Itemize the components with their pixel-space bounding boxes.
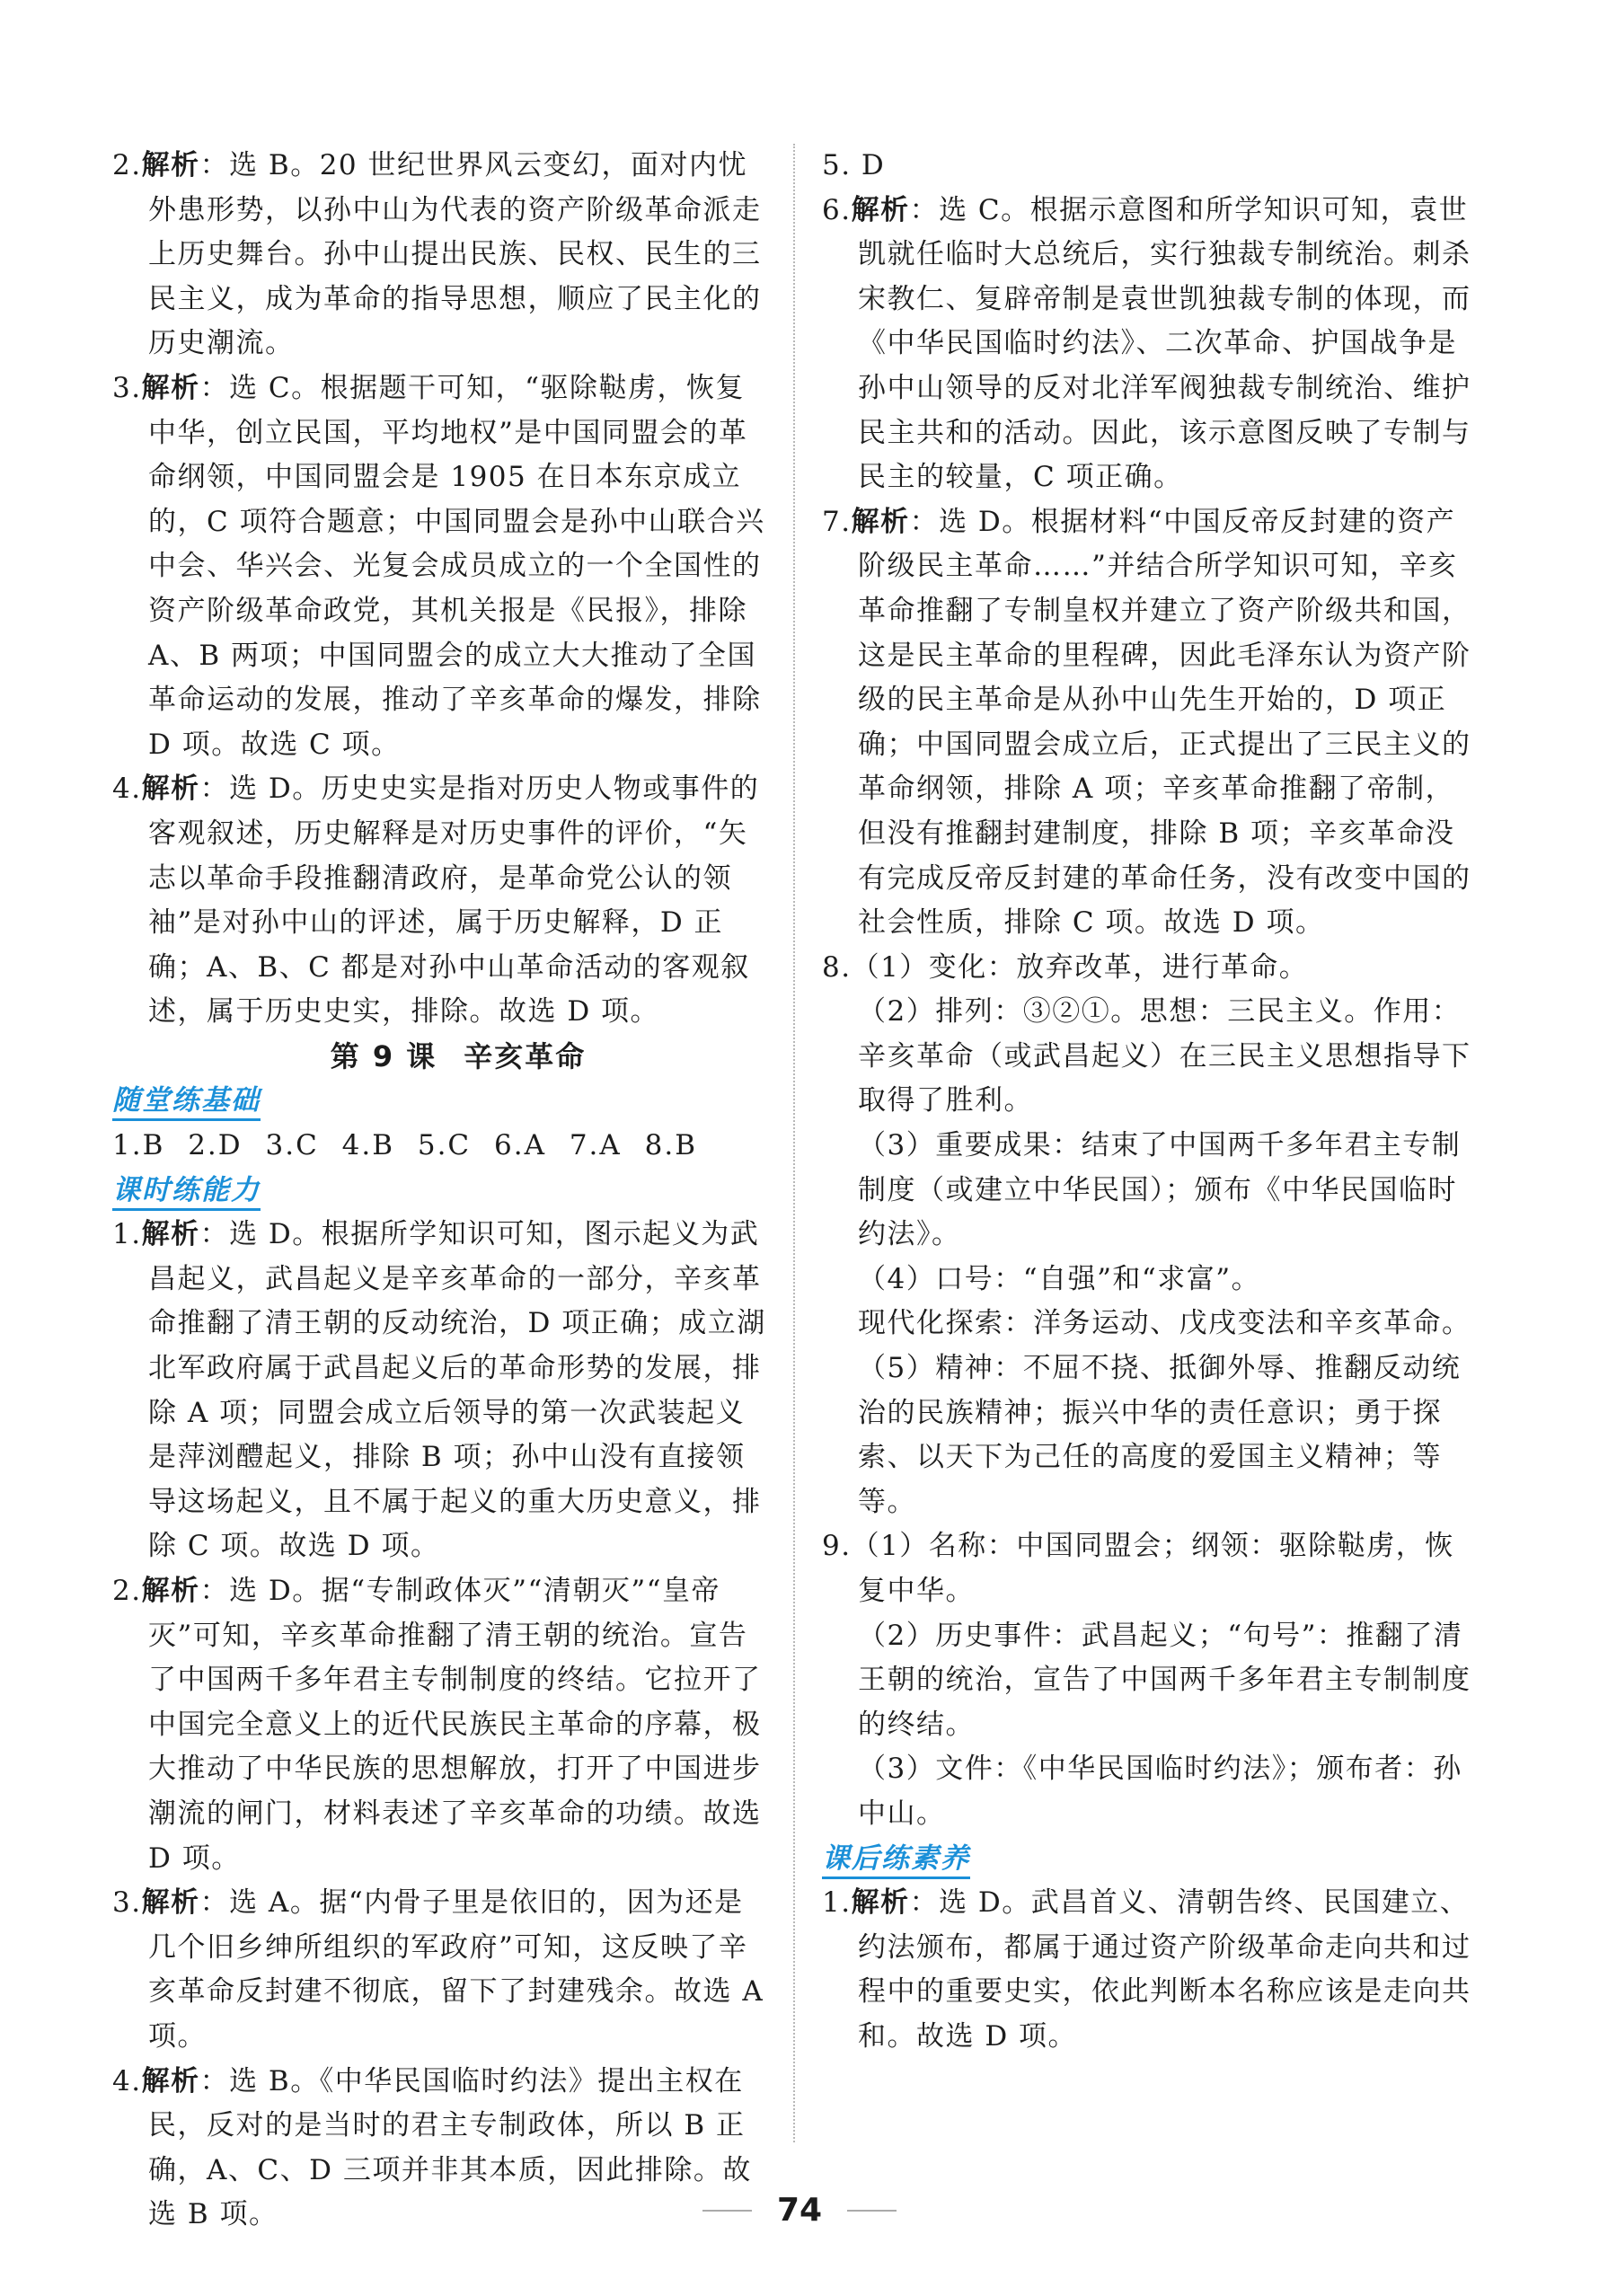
- analysis-keyword: 解析: [141, 1886, 200, 1920]
- question-9-head: 9.（1）名称：中国同盟会；纲领：驱除鞑虏，恢复中华。: [822, 1530, 1454, 1607]
- footer-rule-left: [702, 2210, 752, 2212]
- left-items-b: [112, 1213, 768, 2238]
- answer-item: 3.解析：选 A。据“内骨子里是依旧的，因为还是几个旧乡绅所组织的军政府”可知，这反映了辛亥革命反封建不彻底，留下了封建残余。故选 A 项。: [112, 1886, 764, 2053]
- answer-item-5: 5. D: [822, 149, 886, 181]
- section-heading-lesson-practice: 课时练能力: [112, 1169, 768, 1214]
- question-8: [822, 946, 1478, 1525]
- question-8-part: 现代化探索：洋务运动、戊戌变法和辛亥革命。: [858, 1307, 1471, 1340]
- right-column: [822, 144, 1478, 2060]
- answer-item: 7.解析：选 D。根据材料“中国反帝反封建的资产阶级民主革命……”并结合所学知识可知，辛亥革命推翻了专制皇权并建立了资产阶级共和国，这是民主革命的里程碑，因此毛泽东认为资产阶级的民主革命是从孙中山先生开始的，D 项正确；中国同盟会成立后，正式提出了三民主义的革命纲领，排除 A 项；辛亥革命推翻了帝制，但没有推翻封建制度，排除 B 项；辛亥革命没有完成反帝反封建的革命任务，没有改变中国的社会性质，排除 C 项。故选 D 项。: [822, 505, 1471, 940]
- analysis-keyword: 解析: [141, 149, 200, 181]
- page-number: 74: [776, 2192, 823, 2229]
- analysis-keyword: 解析: [851, 505, 910, 538]
- analysis-keyword: 解析: [141, 371, 200, 404]
- answer-item: 4.解析：选 D。历史史实是指对历史人物或事件的客观叙述，历史解释是对历史事件的评价，“矢志以革命手段推翻清政府，是革命党公认的领袖”是对孙中山的评述，属于历史解释，D 正确；A、B、C 都是对孙中山革命活动的客观叙述，属于历史史实，排除。故选 D 项。: [112, 773, 760, 1029]
- quick-answers: 1.B 2.D 3.C 4.B 5.C 6.A 7.A 8.B: [112, 1129, 698, 1162]
- left-column: [112, 144, 768, 2238]
- section-heading-after-class: 课后练素养: [822, 1837, 1478, 1882]
- analysis-keyword: 解析: [141, 773, 200, 806]
- lesson-heading: [112, 1035, 768, 1080]
- section-heading-classroom: 随堂练基础: [112, 1079, 768, 1124]
- answer-item: 2.解析：选 D。据“专制政体灭”“清朝灭”“皇帝灭”可知，辛亥革命推翻了清王朝的统治。宣告了中国两千多年君主专制制度的终结。它拉开了中国完全意义上的近代民族民主革命的序幕，极大推动了中华民族的思想解放，打开了中国进步潮流的闸门，材料表述了辛亥革命的功绩。故选 D 项。: [112, 1575, 762, 1875]
- analysis-keyword: 解析: [851, 193, 910, 226]
- question-9-part: （3）文件：《中华民国临时约法》；颁布者：孙中山。: [858, 1753, 1462, 1830]
- question-8-part: （3）重要成果：结束了中国两千多年君主专制制度（或建立中华民国）；颁布《中华民国临时约法》。: [858, 1129, 1462, 1251]
- question-8-part: （4）口号：“自强”和“求富”。: [858, 1262, 1261, 1295]
- question-8-part: （2）排列：③②①。思想：三民主义。作用：辛亥革命（或武昌起义）在三民主义思想指导下取得了胜利。: [858, 995, 1471, 1117]
- analysis-keyword: 解析: [141, 1218, 200, 1251]
- analysis-keyword: 解析: [141, 1575, 200, 1607]
- analysis-keyword: 解析: [141, 2064, 200, 2097]
- analysis-keyword: 解析: [851, 1886, 910, 1920]
- answer-item: 2.解析：选 B。20 世纪世界风云变幻，面对内忧外患形势，以孙中山为代表的资产阶级革命派走上历史舞台。孙中山提出民族、民权、民生的三民主义，成为革命的指导思想，顺应了民主化的历史潮流。: [112, 149, 762, 360]
- footer-rule-right: [847, 2210, 897, 2212]
- answer-item: 1.解析：选 D。根据所学知识可知，图示起义为武昌起义，武昌起义是辛亥革命的一部分，辛亥革命推翻了清王朝的反动统治，D 项正确；成立湖北军政府属于武昌起义后的革命形势的发展，排除 A 项；同盟会成立后领导的第一次武装起义是萍浏醴起义，排除 B 项；孙中山没有直接领导这场起义，且不属于起义的重大历史意义，排除 C 项。故选 D 项。: [112, 1218, 766, 1563]
- column-divider: [793, 144, 795, 2142]
- answer-item: 6.解析：选 C。根据示意图和所学知识可知，袁世凯就任临时大总统后，实行独裁专制统治。刺杀宋教仁、复辟帝制是袁世凯独裁专制的体现，而《中华民国临时约法》、二次革命、护国战争是孙中山领导的反对北洋军阀独裁专制统治、维护民主共和的活动。因此，该示意图反映了专制与民主的较量，C 项正确。: [822, 193, 1471, 494]
- page-footer: [0, 2192, 1599, 2229]
- left-items-a: [112, 144, 768, 1035]
- lesson-number: 第 9 课: [330, 1038, 437, 1073]
- question-8-part: （5）精神：不屈不挠、抵御外辱、推翻反动统治的民族精神；振兴中华的责任意识；勇于探索、以天下为己任的高度的爱国主义精神；等等。: [858, 1352, 1462, 1518]
- question-9-part: （2）历史事件：武昌起义；“句号”：推翻了清王朝的统治，宣告了中国两千多年君主专制制度的终结。: [858, 1619, 1471, 1741]
- question-8-head: 8.（1）变化：放弃改革，进行革命。: [822, 950, 1309, 984]
- answer-item: 4.解析：选 B。《中华民国临时约法》提出主权在民，反对的是当时的君主专制政体，所以 B 正确，A、C、D 三项并非其本质，因此排除。故选 B 项。: [112, 2064, 752, 2231]
- question-9: [822, 1524, 1478, 1836]
- answer-item: 3.解析：选 C。根据题干可知，“驱除鞑虏，恢复中华，创立民国，平均地权”是中国同盟会的革命纲领，中国同盟会是 1905 在日本东京成立的，C 项符合题意；中国同盟会是孙中山联合兴中会、华兴会、光复会成员成立的一个全国性的资产阶级革命政党，其机关报是《民报》，排除 A、B 两项；中国同盟会的成立大大推动了全国革命运动的发展，推动了辛亥革命的爆发，排除 D 项。故选 C 项。: [112, 371, 765, 761]
- answer-item: 1.解析：选 D。武昌首义、清朝告终、民国建立、约法颁布，都属于通过资产阶级革命走向共和过程中的重要史实，依此判断本名称应该是走向共和。故选 D 项。: [822, 1886, 1471, 2053]
- lesson-title: 辛亥革命: [464, 1038, 587, 1073]
